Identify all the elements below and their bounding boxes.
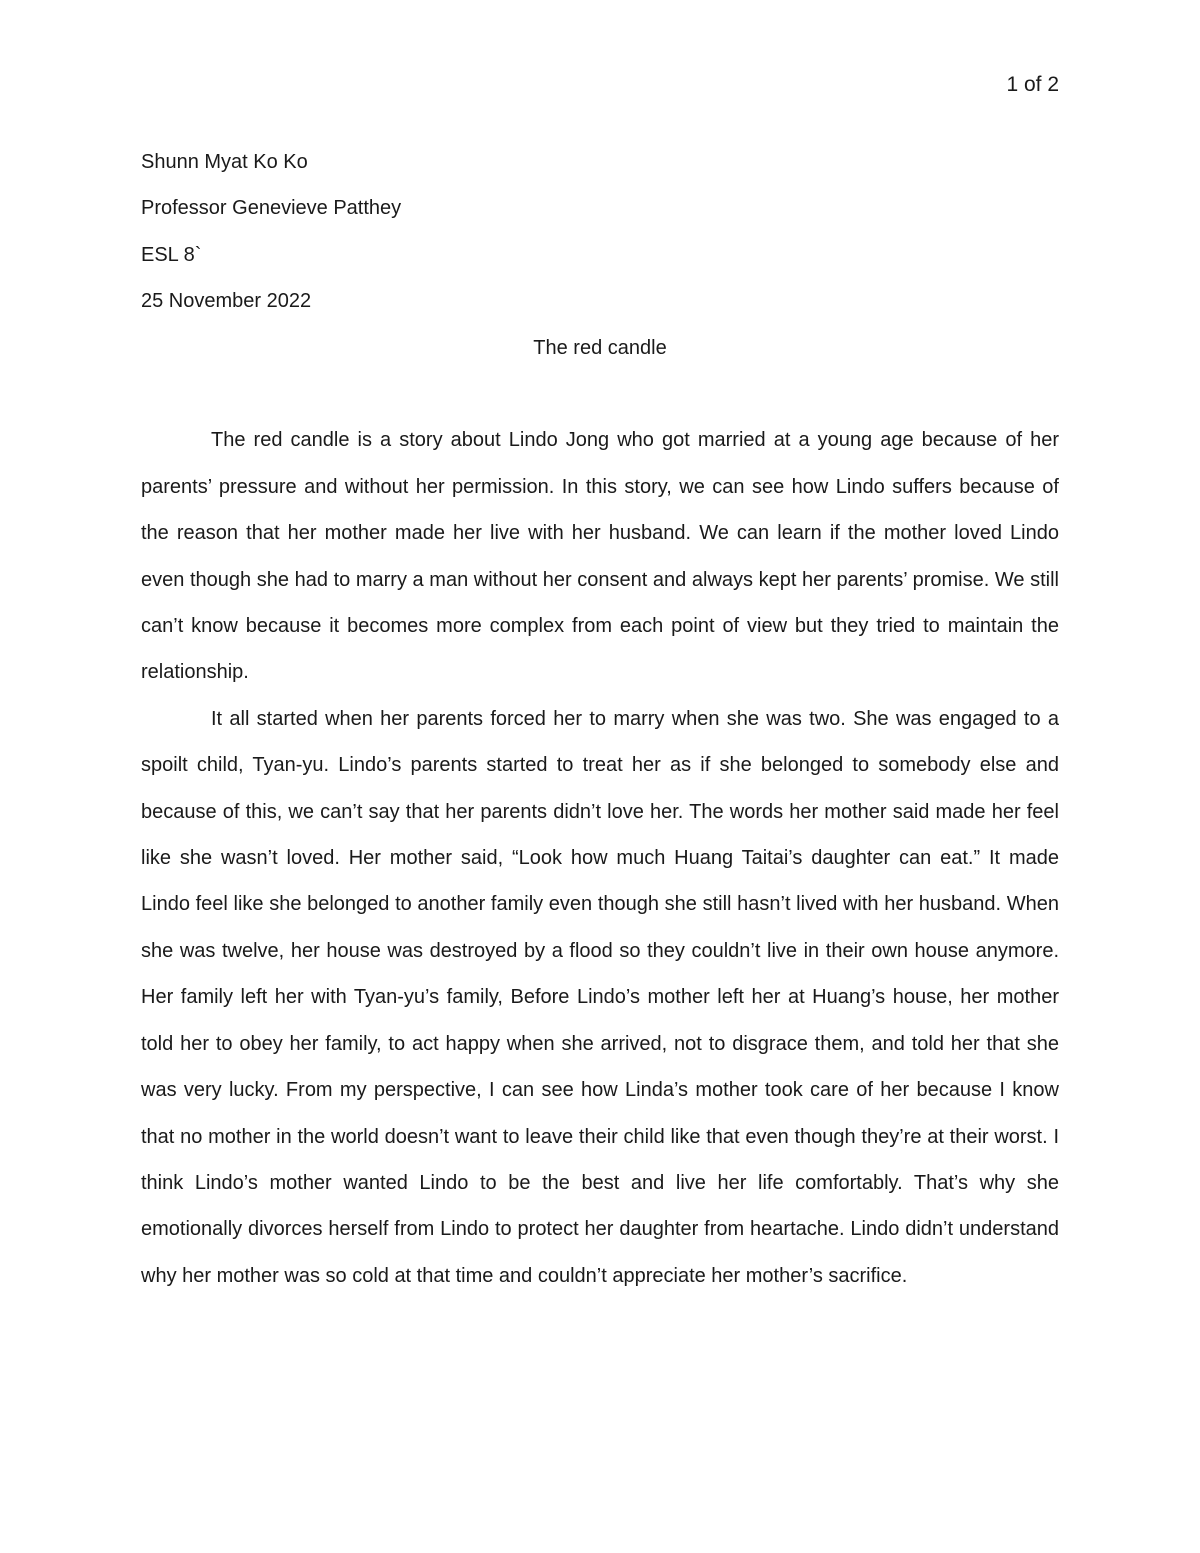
paragraph-2: It all started when her parents forced her to marry when she was two. She was engaged to a spoilt child, Tyan-yu. Lindo’s parents started to treat her as if she belonged to somebody else and because of this, we can’t say that her parents didn’t love her. The words her mother said made her feel like she wasn’t loved. Her mother said, “Look how much Huang Taitai’s daughter can eat.” It made Lindo feel like she belonged to another family even though she still hasn’t lived with her husband. When she was twelve, her house was destroyed by a flood so they couldn’t live in their own house anymore. Her family left her with Tyan-yu’s family, Before Lindo’s mother left her at Huang’s house, her mother told her to obey her family, to act happy when she arrived, not to disgrace them, and told her that she was very lucky. From my perspective, I can see how Linda’s mother took care of her because I know that no mother in the world doesn’t want to leave their child like that even though they’re at their worst. I think Lindo’s mother wanted Lindo to be the best and live her life comfortably. That’s why she emotionally divorces herself from Lindo to protect her daughter from heartache. Lindo didn’t understand why her mother was so cold at that time and couldn’t appreciate her mother’s sacrifice. [141, 707, 1059, 1287]
page-number: 1 of 2 [1006, 73, 1059, 96]
student-name: Shunn Myat Ko Ko [141, 151, 308, 173]
professor-name: Professor Genevieve Patthey [141, 197, 402, 220]
title-spacer [141, 371, 1059, 417]
essay-date: 25 November 2022 [141, 290, 312, 313]
course-name: ESL 8` [141, 243, 202, 266]
paragraph-1: The red candle is a story about Lindo Jong who got married at a young age because of her parents’ pressure and without her permission. In this story, we can see how Lindo suffers because of the reason that her mother made her live with her husband. We can learn if the mother loved Lindo even though she had to marry a man without her consent and always kept her parents’ promise. We still can’t know because it becomes more complex from each point of view but they tried to maintain the relationship. [141, 429, 1059, 684]
document-body [141, 139, 1059, 1299]
essay-title: The red candle [533, 336, 667, 359]
